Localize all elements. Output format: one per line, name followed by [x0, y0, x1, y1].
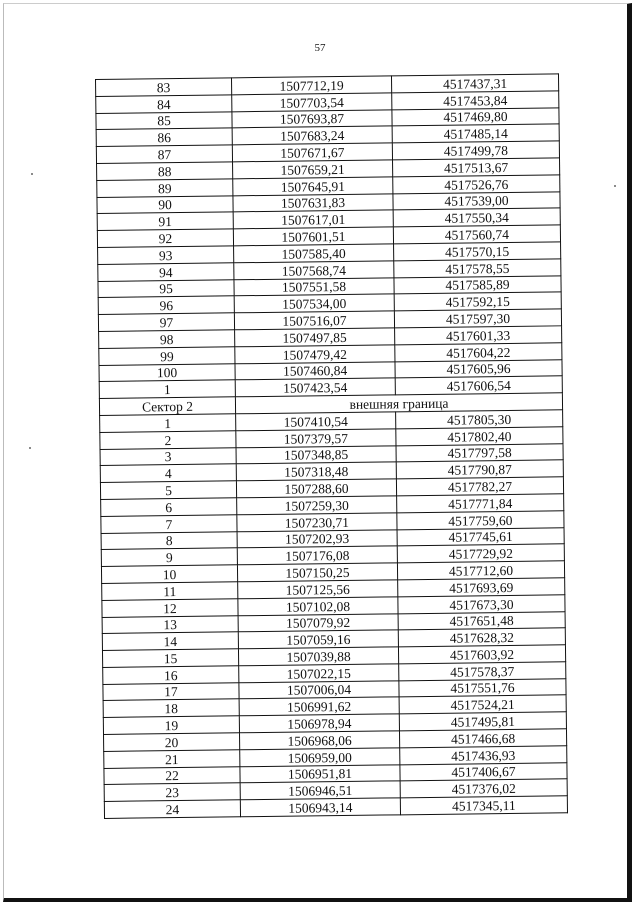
y-coordinate-cell: 4517550,34 [393, 208, 560, 227]
y-coordinate-cell: 4517453,84 [392, 91, 559, 110]
x-coordinate-cell: 1507202,93 [237, 529, 397, 548]
scan-speck [614, 185, 616, 187]
y-coordinate-cell: 4517524,21 [399, 695, 566, 714]
point-number-cell: 17 [103, 682, 239, 700]
y-coordinate-cell: 4517585,89 [394, 275, 561, 294]
point-number-cell: 15 [102, 649, 238, 667]
y-coordinate-cell: 4517606,54 [395, 376, 562, 395]
y-coordinate-cell: 4517790,87 [396, 460, 563, 479]
y-coordinate-cell: 4517437,31 [391, 74, 558, 93]
point-number-cell: 12 [102, 598, 238, 616]
y-coordinate-cell: 4517513,67 [393, 158, 560, 177]
x-coordinate-cell: 1507601,51 [233, 227, 393, 246]
x-coordinate-cell: 1506943,14 [240, 798, 400, 817]
point-number-cell: 7 [101, 515, 237, 533]
x-coordinate-cell: 1507259,30 [237, 496, 397, 515]
point-number-cell: 23 [104, 783, 240, 801]
x-coordinate-cell: 1507318,48 [236, 462, 396, 481]
x-coordinate-cell: 1507479,42 [235, 345, 395, 364]
x-coordinate-cell: 1507460,84 [235, 361, 395, 380]
point-number-cell: 22 [104, 766, 240, 784]
x-coordinate-cell: 1507551,58 [234, 277, 394, 296]
x-coordinate-cell: 1507631,83 [233, 193, 393, 212]
scan-speck [31, 173, 33, 175]
point-number-cell: 8 [101, 531, 237, 549]
point-number-cell: 4 [100, 464, 236, 482]
y-coordinate-cell: 4517603,92 [398, 645, 565, 664]
x-coordinate-cell: 1507645,91 [233, 177, 393, 196]
x-coordinate-cell: 1507079,92 [238, 613, 398, 632]
y-coordinate-cell: 4517592,15 [394, 292, 561, 311]
point-number-cell: 95 [98, 279, 234, 297]
y-coordinate-cell: 4517466,68 [399, 729, 566, 748]
point-number-cell: 88 [97, 162, 233, 180]
y-coordinate-cell: 4517673,30 [398, 595, 565, 614]
sector-boundary-label: внешняя граница [235, 393, 562, 414]
x-coordinate-cell: 1506959,00 [240, 748, 400, 767]
point-number-cell: 84 [96, 95, 232, 113]
y-coordinate-cell: 4517345,11 [400, 796, 567, 815]
y-coordinate-cell: 4517597,30 [394, 309, 561, 328]
scan-speck [29, 447, 31, 449]
y-coordinate-cell: 4517551,76 [399, 678, 566, 697]
x-coordinate-cell: 1507379,57 [236, 429, 396, 448]
point-number-cell: 11 [102, 582, 238, 600]
y-coordinate-cell: 4517759,60 [397, 511, 564, 530]
y-coordinate-cell: 4517805,30 [396, 410, 563, 429]
y-coordinate-cell: 4517729,92 [397, 544, 564, 563]
y-coordinate-cell: 4517771,84 [397, 494, 564, 513]
x-coordinate-cell: 1507039,88 [238, 647, 398, 666]
point-number-cell: 87 [96, 145, 232, 163]
x-coordinate-cell: 1507176,08 [237, 546, 397, 565]
point-number-cell: 21 [104, 750, 240, 768]
point-number-cell: 96 [98, 296, 234, 314]
coordinates-table [95, 73, 568, 819]
y-coordinate-cell: 4517436,93 [400, 746, 567, 765]
y-coordinate-cell: 4517651,48 [398, 611, 565, 630]
y-coordinate-cell: 4517797,58 [396, 443, 563, 462]
point-number-cell: 24 [104, 800, 240, 818]
point-number-cell: 5 [100, 481, 236, 499]
y-coordinate-cell: 4517745,61 [397, 527, 564, 546]
x-coordinate-cell: 1507288,60 [236, 479, 396, 498]
y-coordinate-cell: 4517499,78 [392, 141, 559, 160]
point-number-cell: 6 [101, 498, 237, 516]
y-coordinate-cell: 4517560,74 [393, 225, 560, 244]
y-coordinate-cell: 4517406,67 [400, 762, 567, 781]
x-coordinate-cell: 1506978,94 [239, 714, 399, 733]
x-coordinate-cell: 1507102,08 [238, 597, 398, 616]
y-coordinate-cell: 4517526,76 [393, 175, 560, 194]
x-coordinate-cell: 1507423,54 [235, 378, 395, 397]
y-coordinate-cell: 4517539,00 [393, 191, 560, 210]
x-coordinate-cell: 1507497,85 [235, 328, 395, 347]
point-number-cell: 16 [103, 666, 239, 684]
point-number-cell: 85 [96, 111, 232, 129]
x-coordinate-cell: 1507712,19 [231, 76, 391, 95]
sector-label: Сектор 2 [99, 397, 235, 415]
x-coordinate-cell: 1507410,54 [236, 412, 396, 431]
x-coordinate-cell: 1507022,15 [239, 664, 399, 683]
point-number-cell: 1 [100, 414, 236, 432]
point-number-cell: 89 [97, 179, 233, 197]
page-number: 57 [314, 42, 326, 54]
point-number-cell: 90 [97, 195, 233, 213]
x-coordinate-cell: 1507671,67 [232, 143, 392, 162]
x-coordinate-cell: 1506946,51 [240, 781, 400, 800]
y-coordinate-cell: 4517570,15 [394, 242, 561, 261]
x-coordinate-cell: 1507703,54 [232, 93, 392, 112]
x-coordinate-cell: 1507659,21 [233, 160, 393, 179]
y-coordinate-cell: 4517605,96 [395, 359, 562, 378]
x-coordinate-cell: 1507693,87 [232, 109, 392, 128]
point-number-cell: 2 [100, 431, 236, 449]
point-number-cell: 92 [97, 229, 233, 247]
coordinates-table-body-sector [100, 410, 568, 819]
x-coordinate-cell: 1506951,81 [240, 764, 400, 783]
x-coordinate-cell: 1507516,07 [234, 311, 394, 330]
x-coordinate-cell: 1507150,25 [237, 563, 397, 582]
point-number-cell: 19 [103, 716, 239, 734]
x-coordinate-cell: 1507568,74 [234, 261, 394, 280]
x-coordinate-cell: 1507683,24 [232, 126, 392, 145]
y-coordinate-cell: 4517469,80 [392, 107, 559, 126]
point-number-cell: 98 [99, 330, 235, 348]
point-number-cell: 94 [98, 263, 234, 281]
y-coordinate-cell: 4517485,14 [392, 124, 559, 143]
y-coordinate-cell: 4517604,22 [395, 343, 562, 362]
point-number-cell: 1 [99, 380, 235, 398]
point-number-cell: 13 [102, 615, 238, 633]
x-coordinate-cell: 1507617,01 [233, 210, 393, 229]
point-number-cell: 97 [98, 313, 234, 331]
x-coordinate-cell: 1507585,40 [234, 244, 394, 263]
point-number-cell: 83 [96, 78, 232, 96]
y-coordinate-cell: 4517376,02 [400, 779, 567, 798]
y-coordinate-cell: 4517712,60 [397, 561, 564, 580]
point-number-cell: 91 [97, 212, 233, 230]
point-number-cell: 18 [103, 699, 239, 717]
point-number-cell: 3 [100, 447, 236, 465]
point-number-cell: 100 [99, 363, 235, 381]
point-number-cell: 93 [98, 246, 234, 264]
coordinates-table-body-top [96, 74, 563, 399]
y-coordinate-cell: 4517628,32 [398, 628, 565, 647]
x-coordinate-cell: 1507230,71 [237, 513, 397, 532]
x-coordinate-cell: 1507534,00 [234, 294, 394, 313]
point-number-cell: 86 [96, 128, 232, 146]
x-coordinate-cell: 1506991,62 [239, 697, 399, 716]
y-coordinate-cell: 4517782,27 [396, 477, 563, 496]
point-number-cell: 9 [101, 548, 237, 566]
y-coordinate-cell: 4517578,55 [394, 259, 561, 278]
point-number-cell: 10 [101, 565, 237, 583]
y-coordinate-cell: 4517495,81 [399, 712, 566, 731]
x-coordinate-cell: 1507006,04 [239, 681, 399, 700]
point-number-cell: 14 [102, 632, 238, 650]
x-coordinate-cell: 1506968,06 [239, 731, 399, 750]
x-coordinate-cell: 1507059,16 [238, 630, 398, 649]
y-coordinate-cell: 4517578,37 [399, 662, 566, 681]
y-coordinate-cell: 4517802,40 [396, 427, 563, 446]
point-number-cell: 20 [104, 733, 240, 751]
x-coordinate-cell: 1507348,85 [236, 445, 396, 464]
y-coordinate-cell: 4517601,33 [395, 326, 562, 345]
x-coordinate-cell: 1507125,56 [238, 580, 398, 599]
y-coordinate-cell: 4517693,69 [398, 578, 565, 597]
point-number-cell: 99 [99, 347, 235, 365]
